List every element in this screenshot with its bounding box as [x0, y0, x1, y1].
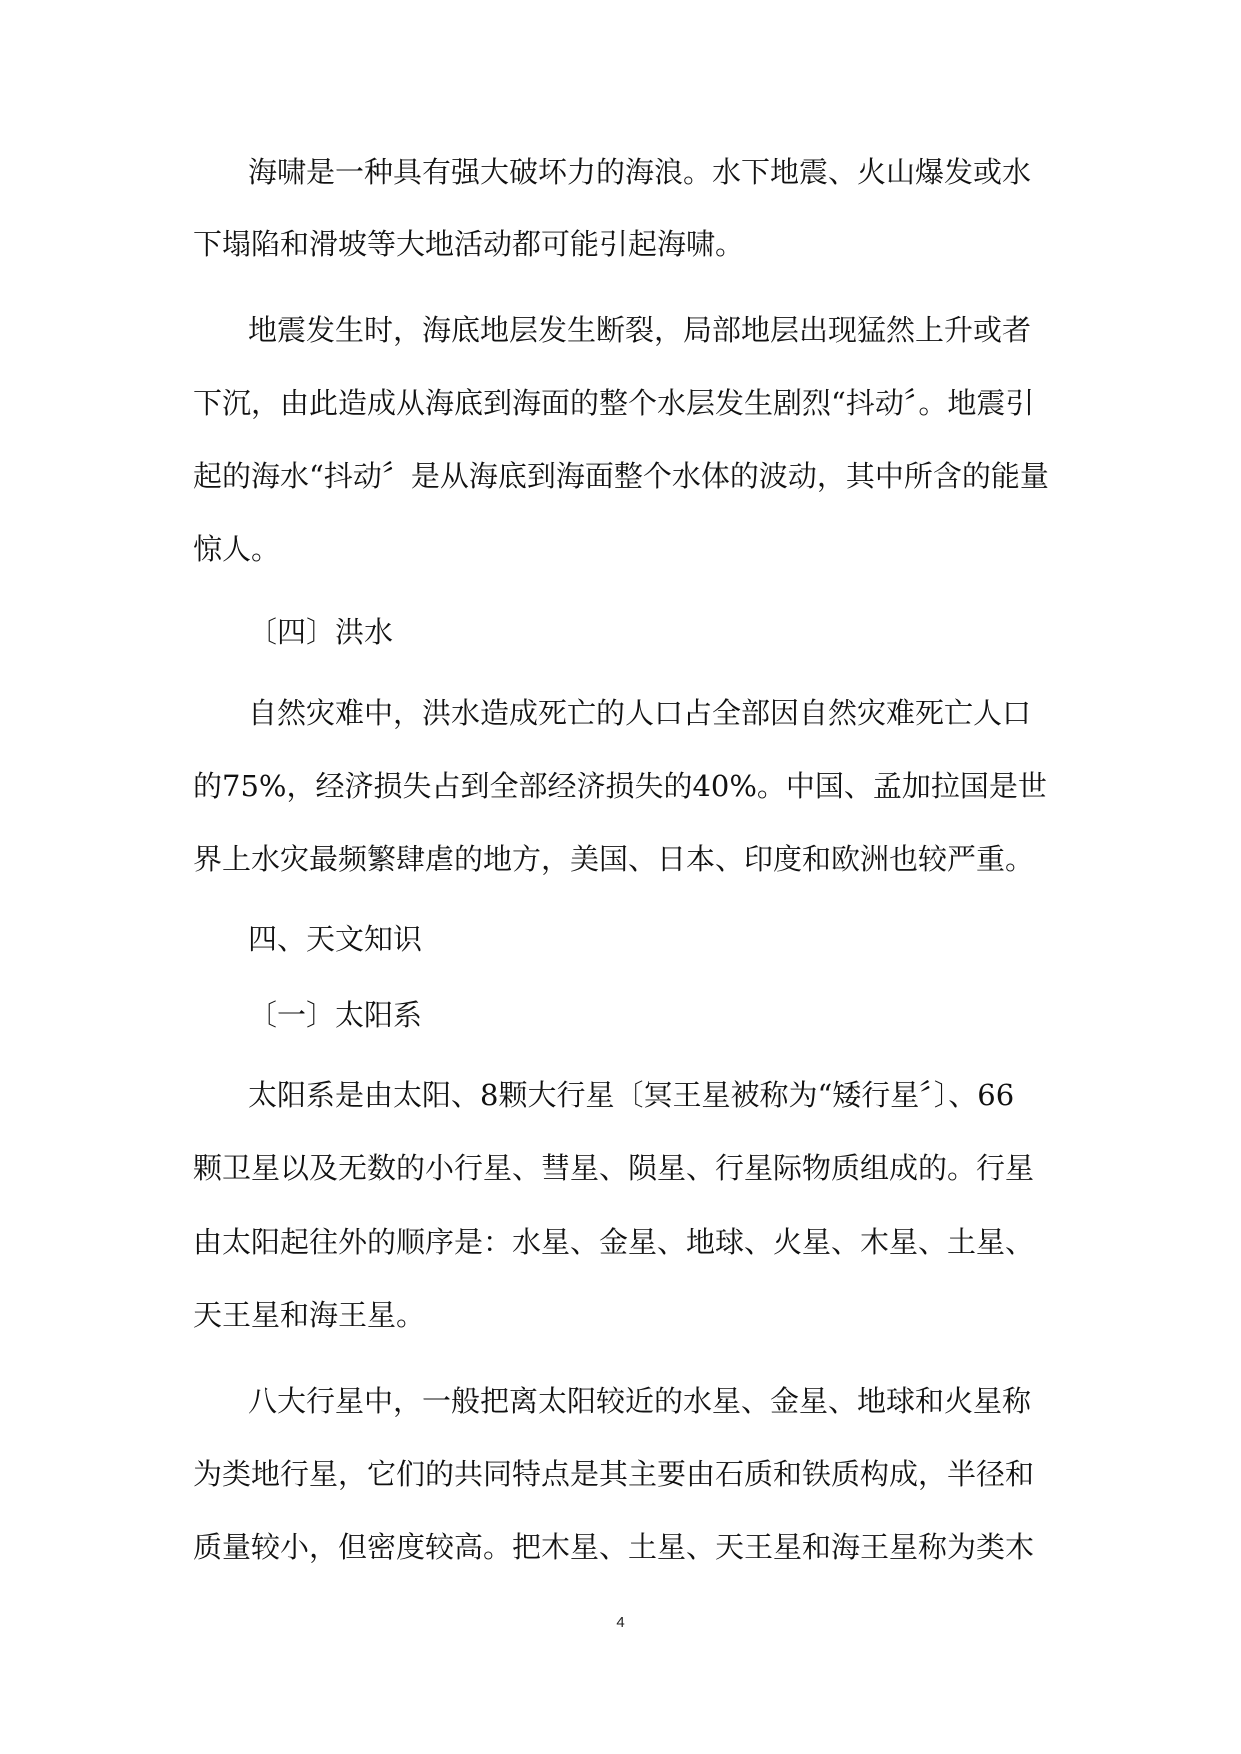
section-heading: 〔一〕太阳系: [248, 998, 423, 1032]
text-line: 颗卫星以及无数的小行星、彗星、陨星、行星际物质组成的。行星: [193, 1151, 1035, 1185]
text-line: 海啸是一种具有强大破坏力的海浪。水下地震、火山爆发或水: [248, 155, 1032, 189]
text-line: 界上水灾最频繁肆虐的地方，美国、日本、印度和欧洲也较严重。: [193, 842, 1035, 876]
section-heading: 四、天文知识: [248, 922, 423, 956]
text-line: 的75%，经济损失占到全部经济损失的40%。中国、孟加拉国是世: [193, 769, 1047, 803]
section-heading: 〔四〕洪水: [248, 615, 394, 649]
text-line: 由太阳起往外的顺序是：水星、金星、地球、火星、木星、土星、: [193, 1225, 1035, 1259]
text-line: 太阳系是由太阳、8颗大行星〔冥王星被称为“矮行星〞〕、66: [248, 1078, 1015, 1112]
text-line: 下塌陷和滑坡等大地活动都可能引起海啸。: [193, 227, 745, 261]
text-line: 惊人。: [193, 532, 281, 566]
text-line: 为类地行星，它们的共同特点是其主要由石质和铁质构成，半径和: [193, 1457, 1035, 1491]
text-line: 天王星和海王星。: [193, 1298, 426, 1332]
text-line: 八大行星中，一般把离太阳较近的水星、金星、地球和火星称: [248, 1384, 1032, 1418]
page-number: 4: [616, 1614, 625, 1631]
text-line: 质量较小，但密度较高。把木星、土星、天王星和海王星称为类木: [193, 1530, 1035, 1564]
text-line: 地震发生时，海底地层发生断裂，局部地层出现猛然上升或者: [248, 313, 1032, 347]
text-line: 起的海水“抖动〞是从海底到海面整个水体的波动，其中所含的能量: [193, 459, 1049, 493]
text-line: 自然灾难中，洪水造成死亡的人口占全部因自然灾难死亡人口: [248, 696, 1032, 730]
text-line: 下沉，由此造成从海底到海面的整个水层发生剧烈“抖动〞。地震引: [193, 386, 1035, 420]
